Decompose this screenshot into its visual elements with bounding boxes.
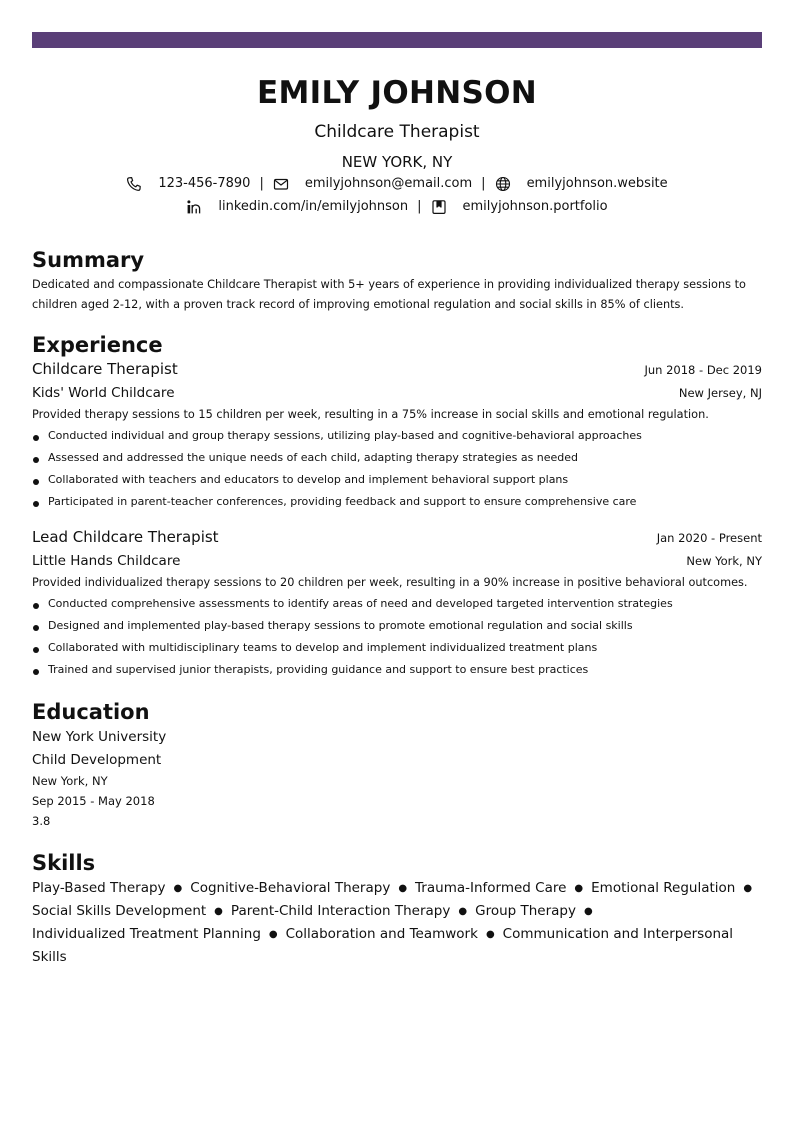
- bullet-item: [32, 469, 762, 491]
- job-dates: Jun 2018 - Dec 2019: [644, 363, 762, 377]
- contact-separator: |: [259, 176, 264, 191]
- skills-line: [32, 877, 762, 900]
- bullet-dot: [33, 457, 39, 463]
- job-org-row: [32, 380, 762, 404]
- skill-separator: ●: [485, 929, 495, 940]
- skills-line: [32, 900, 762, 923]
- skill-item: Communication and Interpersonal Skills: [32, 926, 734, 965]
- bullet-text: Conducted individual and group therapy sessions, utilizing play-based and cognitive-behavioral approaches: [48, 429, 642, 442]
- bullet-text: Collaborated with multidisciplinary teams to develop and implement individualized treatment plans: [48, 641, 598, 654]
- linkedin-contact[interactable]: [186, 198, 408, 215]
- skill-item: Collaboration and Teamwork: [285, 926, 478, 942]
- skill-separator: ●: [584, 906, 593, 917]
- bullet-text: Designed and implemented play-based therapy sessions to promote emotional regulation and social skills: [48, 619, 633, 632]
- job-header: [32, 358, 762, 380]
- accent-bar: [32, 32, 762, 48]
- contact-row-primary: [32, 175, 762, 192]
- bullet-item: [32, 593, 762, 615]
- job-location: New Jersey, NJ: [678, 386, 762, 400]
- job-header: [32, 526, 762, 548]
- job-bullets: [32, 425, 762, 513]
- education-location: New York, NY: [32, 774, 108, 788]
- linkedin-icon: [186, 199, 202, 215]
- skill-item: Trauma-Informed Care: [415, 880, 567, 896]
- bullet-dot: [33, 479, 39, 485]
- skill-item: Parent-Child Interaction Therapy: [230, 903, 451, 919]
- bullet-text: Participated in parent-teacher conferences, providing feedback and support to ensure comprehensive care: [48, 495, 637, 508]
- summary-text: Dedicated and compassionate Childcare Therapist with 5+ years of experience in providing individualized therapy sessions to children aged 2-12, with a proven track record of improving emotional regulation and social skills in 85% of clients.: [32, 278, 746, 311]
- mail-icon: [273, 176, 289, 192]
- candidate-location: NEW YORK, NY: [341, 153, 453, 171]
- job-location: New York, NY: [686, 554, 762, 568]
- website-contact[interactable]: [495, 175, 668, 192]
- bullet-dot: [33, 501, 39, 507]
- skill-separator: ●: [458, 906, 468, 917]
- bullet-item: [32, 447, 762, 469]
- candidate-title: Childcare Therapist: [314, 122, 480, 142]
- bullet-text: Assessed and addressed the unique needs of each child, adapting therapy strategies as needed: [48, 451, 579, 464]
- bullet-item: [32, 637, 762, 659]
- job-bullets: [32, 593, 762, 681]
- contact-row-secondary: [32, 198, 762, 215]
- phone-icon: [126, 176, 142, 192]
- contact-separator: |: [417, 199, 422, 214]
- linkedin-text: linkedin.com/in/emilyjohnson: [218, 199, 409, 214]
- portfolio-text: emilyjohnson.portfolio: [462, 199, 608, 214]
- bullet-item: [32, 659, 762, 681]
- skill-item: Social Skills Development: [32, 903, 207, 919]
- education-school: New York University: [32, 729, 167, 745]
- bullet-text: Conducted comprehensive assessments to identify areas of need and developed targeted intervention strategies: [48, 597, 673, 610]
- job-entry: [32, 358, 762, 513]
- job-org-row: [32, 548, 762, 572]
- bullet-dot: [33, 603, 39, 609]
- portfolio-icon: [431, 199, 447, 215]
- bullet-dot: [33, 435, 39, 441]
- skills-line: [32, 923, 762, 969]
- skills-heading: Skills: [32, 851, 96, 875]
- skill-separator: ●: [398, 883, 408, 894]
- skill-item: Group Therapy: [475, 903, 576, 919]
- resume-header: [32, 75, 762, 215]
- phone-text: 123-456-7890: [158, 176, 251, 191]
- skill-item: Emotional Regulation: [591, 880, 736, 896]
- website-text: emilyjohnson.website: [526, 176, 668, 191]
- summary-heading: Summary: [32, 248, 145, 272]
- education-gpa: 3.8: [32, 814, 51, 828]
- skill-separator: ●: [574, 883, 584, 894]
- education-heading: Education: [32, 700, 150, 724]
- resume-page: [32, 48, 762, 969]
- skill-item: Cognitive-Behavioral Therapy: [190, 880, 391, 896]
- bullet-dot: [33, 669, 39, 675]
- job-dates: Jan 2020 - Present: [656, 531, 762, 545]
- skill-separator: ●: [214, 906, 223, 917]
- portfolio-contact[interactable]: [431, 198, 608, 215]
- skill-separator: ●: [173, 883, 183, 894]
- skill-item: Play-Based Therapy: [32, 880, 166, 896]
- globe-icon: [495, 176, 511, 192]
- bullet-item: [32, 491, 762, 513]
- skill-item: Individualized Treatment Planning: [32, 926, 261, 942]
- email-text: emilyjohnson@email.com: [304, 176, 473, 191]
- email-contact[interactable]: [273, 175, 472, 192]
- contact-separator: |: [481, 176, 486, 191]
- job-summary: Provided individualized therapy sessions to 20 children per week, resulting in a 90% increase in positive behavioral outcomes.: [32, 576, 748, 589]
- education-field: Child Development: [32, 752, 162, 768]
- bullet-item: [32, 425, 762, 447]
- job-role: Lead Childcare Therapist: [32, 528, 219, 546]
- bullet-item: [32, 615, 762, 637]
- skill-separator: ●: [268, 929, 278, 940]
- job-role: Childcare Therapist: [32, 360, 178, 378]
- job-entry: [32, 526, 762, 681]
- phone-contact[interactable]: [126, 175, 250, 192]
- job-org: Kids' World Childcare: [32, 385, 175, 401]
- experience-heading: Experience: [32, 333, 163, 357]
- bullet-dot: [33, 647, 39, 653]
- bullet-text: Collaborated with teachers and educators to develop and implement behavioral support plans: [48, 473, 569, 486]
- bullet-text: Trained and supervised junior therapists, providing guidance and support to ensure best practices: [48, 663, 589, 676]
- education-dates: Sep 2015 - May 2018: [32, 794, 155, 808]
- job-summary: Provided therapy sessions to 15 children per week, resulting in a 75% increase in social skills and emotional regulation.: [32, 408, 709, 421]
- bullet-dot: [33, 625, 39, 631]
- candidate-name: EMILY JOHNSON: [256, 75, 538, 111]
- skill-separator: ●: [743, 883, 753, 894]
- job-org: Little Hands Childcare: [32, 553, 181, 569]
- skills-list: [32, 877, 762, 969]
